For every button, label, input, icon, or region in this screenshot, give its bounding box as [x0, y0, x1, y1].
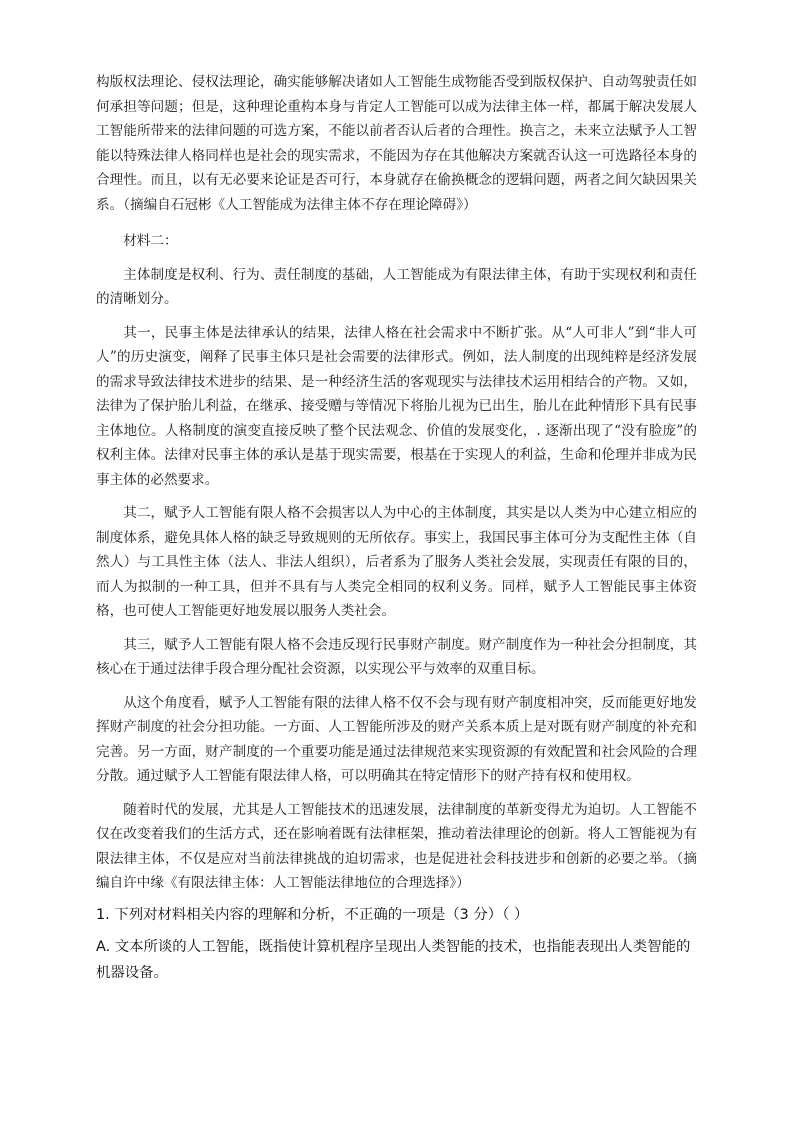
question-option-a: A. 文本所谈的人工智能，既指使计算机程序呈现出人类智能的技术，也指能表现出人类智能的机器设备。	[96, 938, 691, 981]
paragraph-subject-system: 主体制度是权利、行为、责任制度的基础，人工智能成为有限法律主体，有助于实现权利和责任的清晰划分。	[96, 266, 697, 307]
paragraph-point-two: 其二，赋予人工智能有限人格不会损害以人为中心的主体制度，其实是以人类为中心建立相应的制度体系，避免具体人格的缺乏导致规则的无所依存。事实上，我国民事主体可分为支配性主体（自然人）与工具性主体（法人、非法人组织），后者系为了服务人类社会发展，实现责任有限的目的，而人为拟制的一种工具，但并不具有与人类完全相同的权利义务。同样，赋予人工智能民事主体资格，也可使人工智能更好地发展以服务人类社会。	[96, 505, 697, 619]
paragraph-property-system: 从这个角度看，赋予人工智能有限的法律人格不仅不会与现有财产制度相冲突，反而能更好地发挥财产制度的社会分担功能。一方面、人工智能所涉及的财产关系本质上是对既有财产制度的补充和完善。另一方面，财产制度的一个重要功能是通过法律规范来实现资源的有效配置和社会风险的合理分散。通过赋予人工智能有限法律人格，可以明确其在特定情形下的财产持有权和使用权。	[96, 694, 697, 784]
question-stem: 1. 下列对材料相关内容的理解和分析，不正确的一项是（3 分）（ ）	[96, 906, 529, 923]
document-page	[96, 70, 697, 986]
paragraph-point-three: 其三，赋予人工智能有限人格不会违反现行民事财产制度。财产制度作为一种社会分担制度，其核心在于通过法律手段合理分配社会资源，以实现公平与效率的双重目标。	[96, 636, 697, 677]
paragraph-continued: 构版权法理论、侵权法理论，确实能够解决诸如人工智能生成物能否受到版权保护、自动驾驶责任如何承担等问题；但是，这种理论重构本身与肯定人工智能可以成为法律主体一样，都属于解决发展人工智能所带来的法律问题的可选方案，不能以前者否认后者的合理性。换言之，未来立法赋予人工智能以特殊法律人格同样也是社会的现实需求，不能因为存在其他解决方案就否认这一可选路径本身的合理性。而且，以有无必要来论证是否可行，本身就存在偷换概念的逻辑问题，两者之间欠缺因果关系。（摘编自石冠彬《人工智能成为法律主体不存在理论障碍》）	[96, 74, 697, 213]
paragraph-point-one: 其一，民事主体是法律承认的结果，法律人格在社会需求中不断扩张。从“人可非人”到“非人可人”的历史演变，阐释了民事主体只是社会需要的法律形式。例如，法人制度的出现纯粹是经济发展的需求导致法律技术进步的结果、是一种经济生活的客观现实与法律技术运用相结合的产物。又如，法律为了保护胎儿利益，在继承、接受赠与等情况下将胎儿视为已出生，胎儿在此种情形下具有民事主体地位。人格制度的演变直接反映了整个民法观念、价值的发展变化，. 逐渐出现了“没有脸庞”的权利主体。法律对民事主体的承认是基于现实需要，根基在于实现人的利益，生命和伦理并非成为民事主体的必然要求。	[96, 324, 697, 488]
section-heading-material-two: 材料二：	[123, 233, 178, 249]
paragraph-conclusion: 随着时代的发展，尤其是人工智能技术的迅速发展，法律制度的革新变得尤为迫切。人工智能不仅在改变着我们的生活方式，还在影响着既有法律框架，推动着法律理论的创新。将人工智能视为有限法律主体，不仅是应对当前法律挑战的迫切需求，也是促进社会科技进步和创新的必要之举。（摘编自许中缘《有限法律主体：人工智能法律地位的合理选择》）	[96, 801, 697, 891]
